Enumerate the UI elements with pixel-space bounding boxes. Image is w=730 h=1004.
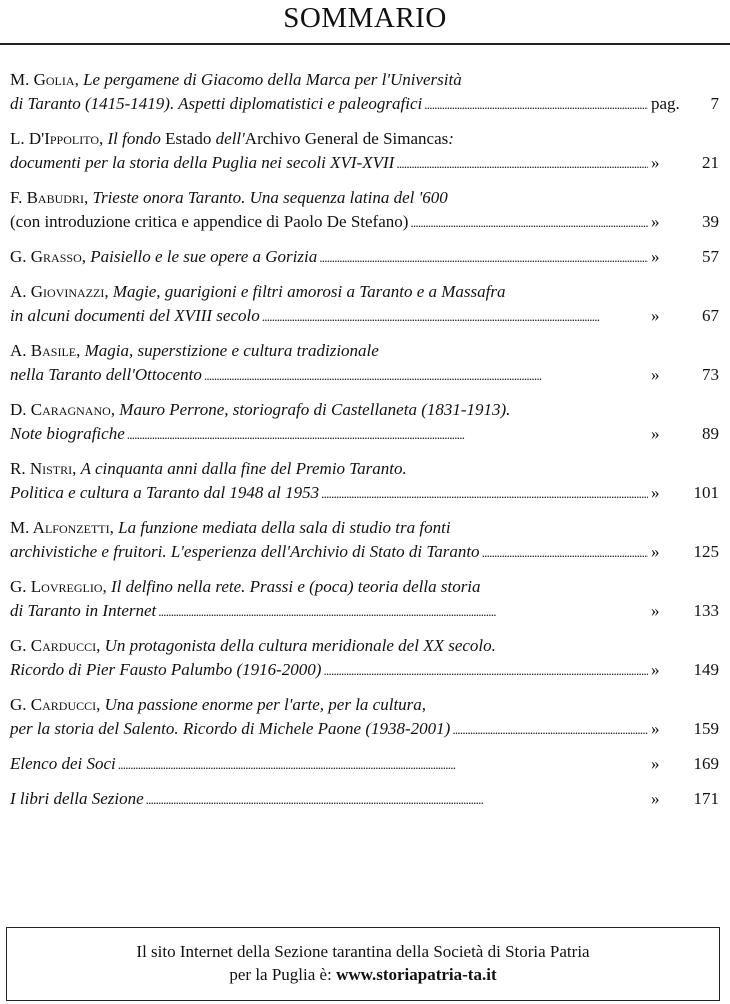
entry-title-line2: Politica e cultura a Taranto dal 1948 al 1953 [10,483,320,502]
page-label: » [651,789,660,808]
toc-entry: L. D'Ippolito, Il fondo Estado dell'Archivo General de Simancas: documenti per la storia della Puglia nei secoli XVI-XVII . . . » 21 [10,127,730,176]
page-title: SOMMARIO [283,2,447,34]
toc-entry [10,752,730,777]
page-number: 125 [693,542,719,561]
page-number: 101 [693,483,719,502]
leader-dots [262,304,648,329]
entry-title-line1: La funzione mediata della sala di studio tra fonti [118,518,451,537]
toc-entry: G. Lovreglio, Il delfino nella rete. Prassi e (poca) teoria della storia di Taranto in Internet . . . » 133 [10,575,730,624]
entry-title-line1: A cinquanta anni dalla fine del Premio Taranto. [80,459,407,478]
entry-title-line1: Magie, guarigioni e filtri amorosi a Taranto e a Massafra [112,282,506,301]
website-url: www.storiapatria-ta.it [336,965,497,984]
entry-author: G. Grasso [10,247,82,266]
page-label: » [651,424,660,443]
entry-title-line2: di Taranto in Internet [10,601,157,620]
page-number: 57 [702,247,719,266]
toc-entry: G. Carducci, Una passione enorme per l'arte, per la cultura, per la storia del Salento. Ricordo di Michele Paone (1938-2001) . . . » 159 [10,693,730,742]
entry-title-line2: Ricordo di Pier Fausto Palumbo (1916-2000) [10,660,322,679]
toc-entry: R. Nistri, A cinquanta anni dalla fine del Premio Taranto. Politica e cultura a Taranto dal 1948 al 1953 . . . » 101 [10,457,730,506]
entry-author: G. Carducci [10,695,97,714]
entry-title-line2: nella Taranto dell'Ottocento [10,365,202,384]
entry-title-part: dell' [215,129,245,148]
page-label: » [651,153,660,172]
page-label: » [651,754,660,773]
page-label: » [651,365,660,384]
leader-dots [146,787,648,812]
page-number: 89 [702,424,719,443]
notice-line1: Il sito Internet della Sezione tarantina della Società di Storia Patria [136,942,590,961]
page-number: 169 [693,754,719,773]
entry-author: A. Basile [10,341,77,360]
entry-title-line1: I libri della Sezione [10,789,144,808]
website-notice-box [6,927,720,1001]
page-label: pag. [651,94,680,113]
toc-entry: F. Babudri, Trieste onora Taranto. Una sequenza latina del '600 (con introduzione critica e appendice di Paolo De Stefano) . . . » 39 [10,186,730,235]
entry-title-part: Archivo General de Simancas [244,129,449,148]
entry-author: R. Nistri [10,459,73,478]
leader-dots [204,363,648,388]
entry-author: D. Caragnano [10,400,111,419]
page-label: » [651,306,660,325]
leader-dots [321,481,648,506]
page-label: » [651,212,660,231]
entry-author: L. D'Ippolito [10,129,100,148]
header-rule [0,43,730,45]
entry-author: G. Lovreglio [10,577,103,596]
toc-entry [10,787,730,812]
leader-dots [424,92,648,117]
entry-author: M. Golia [10,70,75,89]
leader-dots [396,151,648,176]
entry-title-line1: Elenco dei Soci [10,754,116,773]
leader-dots [482,540,648,565]
leader-dots [323,658,648,683]
entry-title-line2: Note biografiche [10,424,125,443]
page-number: 67 [702,306,719,325]
page-number: 7 [710,94,719,113]
page-label: » [651,542,660,561]
entry-title-part: Estado [160,129,216,148]
entry-title-line2: per la storia del Salento. Ricordo di Michele Paone (1938-2001) [10,719,451,738]
page-number: 133 [693,601,719,620]
entry-title-line2: archivistiche e fruitori. L'esperienza dell'Archivio di Stato di Taranto [10,542,480,561]
toc-entry: A. Giovinazzi, Magie, guarigioni e filtri amorosi a Taranto e a Massafra in alcuni documenti del XVIII secolo . . . » 67 [10,280,730,329]
entry-title-line1: Magia, superstizione e cultura tradizionale [84,341,379,360]
entry-author: G. Carducci [10,636,97,655]
leader-dots [118,752,648,777]
leader-dots [158,599,648,624]
toc-entry: A. Basile, Magia, superstizione e cultura tradizionale nella Taranto dell'Ottocento . . . » 73 [10,339,730,388]
page-number: 159 [693,719,719,738]
entry-author: M. Alfonzetti [10,518,110,537]
toc-entry: G. Grasso, Paisiello e le sue opere a Gorizia . . . » 57 [10,245,730,270]
entry-title-line1: Una passione enorme per l'arte, per la cultura, [104,695,427,714]
page-label: » [651,660,660,679]
entry-title-line1: Mauro Perrone, storiografo di Castellaneta (1831-1913). [119,400,511,419]
entry-title-line2: documenti per la storia della Puglia nei secoli XVI-XVII [10,153,395,172]
notice-line2-prefix: per la Puglia è: [229,965,337,984]
entry-title-line1: Le pergamene di Giacomo della Marca per l'Università [83,70,462,89]
entry-title-line2: (con introduzione critica e appendice di Paolo De Stefano) [10,212,409,231]
toc-entry: D. Caragnano, Mauro Perrone, storiografo di Castellaneta (1831-1913). Note biografiche . . . » 89 [10,398,730,447]
toc-entry: M. Alfonzetti, La funzione mediata della sala di studio tra fonti archivistiche e fruitori. L'esperienza dell'Archivio di Stato di Taranto . . . » 125 [10,516,730,565]
entry-author: F. Babudri [10,188,84,207]
page-label: » [651,601,660,620]
entry-title-line1: Paisiello e le sue opere a Gorizia [90,247,318,266]
page-number: 39 [702,212,719,231]
leader-dots [452,717,648,742]
leader-dots [127,422,648,447]
entry-title-line1: Il delfino nella rete. Prassi e (poca) teoria della storia [111,577,481,596]
leader-dots [319,245,648,270]
leader-dots [410,210,648,235]
page-label: » [651,483,660,502]
toc-entry: G. Carducci, Un protagonista della cultura meridionale del XX secolo. Ricordo di Pier Fausto Palumbo (1916-2000) . . . » 149 [10,634,730,683]
page-number: 21 [702,153,719,172]
entry-author: A. Giovinazzi [10,282,105,301]
entry-title-line2: in alcuni documenti del XVIII secolo [10,306,260,325]
table-of-contents [10,68,730,822]
page-number: 73 [702,365,719,384]
page-number: 171 [693,789,719,808]
entry-title-line1: Trieste onora Taranto. Una sequenza latina del '600 [92,188,448,207]
entry-title-part: Il fondo [107,129,161,148]
page-label: » [651,247,660,266]
entry-title-line2: di Taranto (1415-1419). Aspetti diplomatistici e paleografici [10,94,423,113]
page-label: » [651,719,660,738]
entry-title-line1: Un protagonista della cultura meridionale del XX secolo. [104,636,496,655]
page-number: 149 [693,660,719,679]
toc-entry: M. Golia, Le pergamene di Giacomo della Marca per l'Università di Taranto (1415-1419). Aspetti diplomatistici e paleografici . . . pag. 7 [10,68,730,117]
entry-title-part: : [448,129,454,148]
